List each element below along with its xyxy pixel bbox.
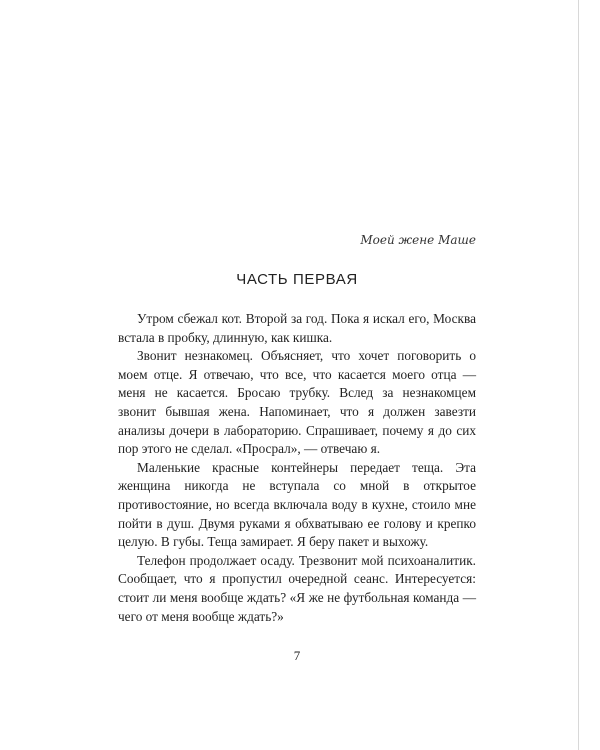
dedication: Моей жене Маше [360,233,476,247]
chapter-title: ЧАСТЬ ПЕРВАЯ [236,271,358,288]
paragraph: Телефон продолжает осаду. Трезвонит мой психоаналитик. Сообщает, что я пропустил очередной сеанс. Интересуется: стоит ли меня вообще ждать? «Я же не футбольная команда — чего от меня вообще ждать?» [118,552,476,624]
page-edge-line [578,0,579,750]
paragraph: Маленькие красные контейнеры передает теща. Эта женщина никогда не вступала со мной в открытое противостояние, но всегда включала воду в кухне, стоило мне пойти в душ. Двумя руками я обхватываю ее голову и крепко целую. В губы. Теща замирает. Я беру пакет и выхожу. [118,459,476,550]
chapter-body [118,310,476,626]
paragraph: Утром сбежал кот. Второй за год. Пока я искал его, Москва встала в пробку, длинную, как кишка. [118,311,476,345]
paragraph: Звонит незнакомец. Объясняет, что хочет поговорить о моем отце. Я отвечаю, что все, что касается моего отца — меня не касается. Бросаю трубку. Вслед за незнакомцем звонит бывшая жена. Напоминает, что я должен завезти анализы дочери в лабораторию. Спрашивает, почему я до сих пор этого не сделал. «Просрал», — отвечаю я. [118,348,476,457]
page-number: 7 [293,648,301,663]
